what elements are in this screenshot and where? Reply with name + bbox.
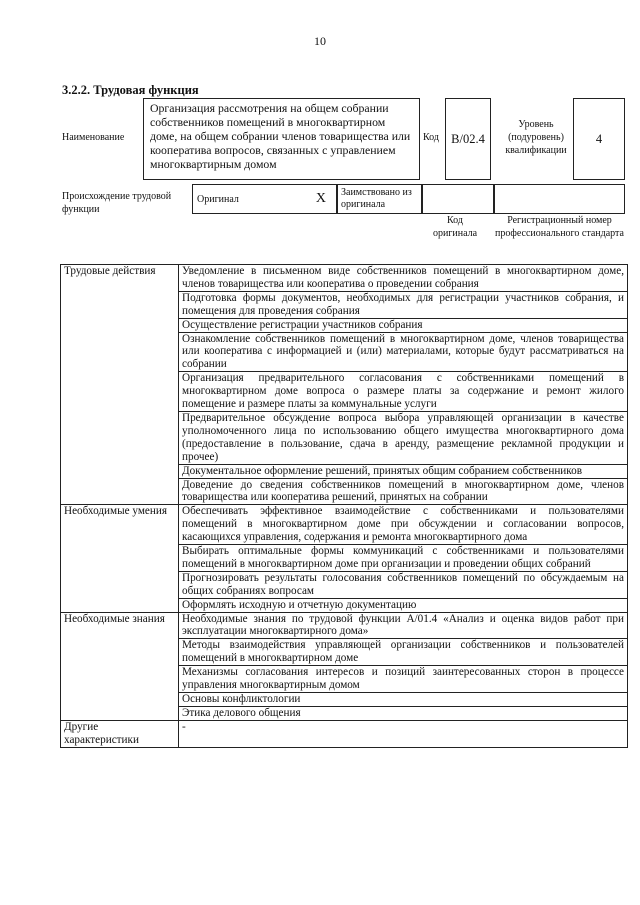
origin-label: Происхождение трудовой функции — [62, 191, 172, 215]
section-item: Обеспечивать эффективное взаимодействие с собственниками и пользователями помещений в многоквартирном доме при обсуждении и согласовании вопросов, касающихся управления, содержания и ремонта многоквартирного дома — [179, 505, 628, 545]
origin-code-cell — [422, 184, 494, 214]
level-label: Уровень (подуровень) квалификации — [505, 119, 567, 156]
section-item: Механизмы согласования интересов и позиций заинтересованных сторон в процессе управления многоквартирным домом — [179, 666, 628, 693]
code-value: В/02.4 — [445, 98, 491, 180]
section-title: 3.2.2. Трудовая функция — [62, 83, 199, 97]
origin-code-caption: Код оригинала — [432, 215, 478, 239]
table-row — [61, 612, 628, 639]
section-item: Выбирать оптимальные формы коммуникаций с собственниками и пользователями помещений в многоквартирном доме при организации и проведении общих собраний — [179, 545, 628, 572]
section-item: Методы взаимодействия управляющей организации собственников и пользователей помещений в многоквартирном доме — [179, 639, 628, 666]
section-item: Ознакомление собственников помещений в многоквартирном доме, членов товарищества или кооператива с информацией и (или) материалами, которые будут рассматриваться на собрании — [179, 332, 628, 372]
table-row — [61, 265, 628, 292]
section-heading: Трудовые действия — [61, 265, 179, 505]
table-row — [61, 505, 628, 545]
section-item: Осуществление регистрации участников собрания — [179, 318, 628, 332]
name-label: Наименование — [62, 132, 125, 143]
section-item: Документальное оформление решений, принятых общим собранием собственников — [179, 464, 628, 478]
section-item: - — [179, 720, 628, 747]
origin-original-text: Оригинал — [197, 193, 239, 205]
section-item: Доведение до сведения собственников помещений в многоквартирном доме, членов товарищества или кооператива решений, принятых на собрании — [179, 478, 628, 505]
section-heading: Другие характеристики — [61, 720, 179, 747]
origin-borrowed-cell: Заимствовано из оригинала — [337, 184, 422, 214]
section-item: Подготовка формы документов, необходимых для регистрации участников собрания, и помещения для проведения собрания — [179, 291, 628, 318]
origin-original-cell — [192, 184, 337, 214]
origin-reg-caption: Регистрационный номер профессионального стандарта — [495, 215, 624, 239]
origin-row — [192, 184, 625, 214]
code-label: Код — [423, 132, 439, 143]
origin-mark: X — [315, 191, 326, 206]
function-name-box: Организация рассмотрения на общем собрании собственников помещений в многоквартирном доме, на общем собрании членов товарищества или кооператива вопросов, связанных с управлением многоквартирным домом — [143, 98, 420, 180]
section-item: Предварительное обсуждение вопроса выбора управляющей организации в качестве уполномоченного лица по использованию общего имущества многоквартирного дома (предоставление в пользование, сдача в аренду, размещение рекламной продукции и прочее) — [179, 411, 628, 464]
section-heading: Необходимые умения — [61, 505, 179, 612]
origin-reg-cell — [494, 184, 625, 214]
section-item: Основы конфликтологии — [179, 693, 628, 707]
level-value: 4 — [573, 98, 625, 180]
section-item: Прогнозировать результаты голосования собственников помещений по обсуждаемым на общих собраниях вопросам — [179, 571, 628, 598]
page-number: 10 — [314, 34, 326, 48]
function-table — [60, 264, 628, 748]
section-item: Организация предварительного согласования с собственниками помещений в многоквартирном доме вопроса о размере платы за содержание и ремонт жилого помещение и размере платы за коммунальные услуги — [179, 372, 628, 412]
section-item: Оформлять исходную и отчетную документацию — [179, 598, 628, 612]
section-item: Уведомление в письменном виде собственников помещений в многоквартирном доме, членов товарищества или кооператива о проведении собрания — [179, 265, 628, 292]
table-row — [61, 720, 628, 747]
section-heading: Необходимые знания — [61, 612, 179, 720]
section-item: Этика делового общения — [179, 706, 628, 720]
section-item: Необходимые знания по трудовой функции А/01.4 «Анализ и оценка видов работ при эксплуатации многоквартирного дома» — [179, 612, 628, 639]
